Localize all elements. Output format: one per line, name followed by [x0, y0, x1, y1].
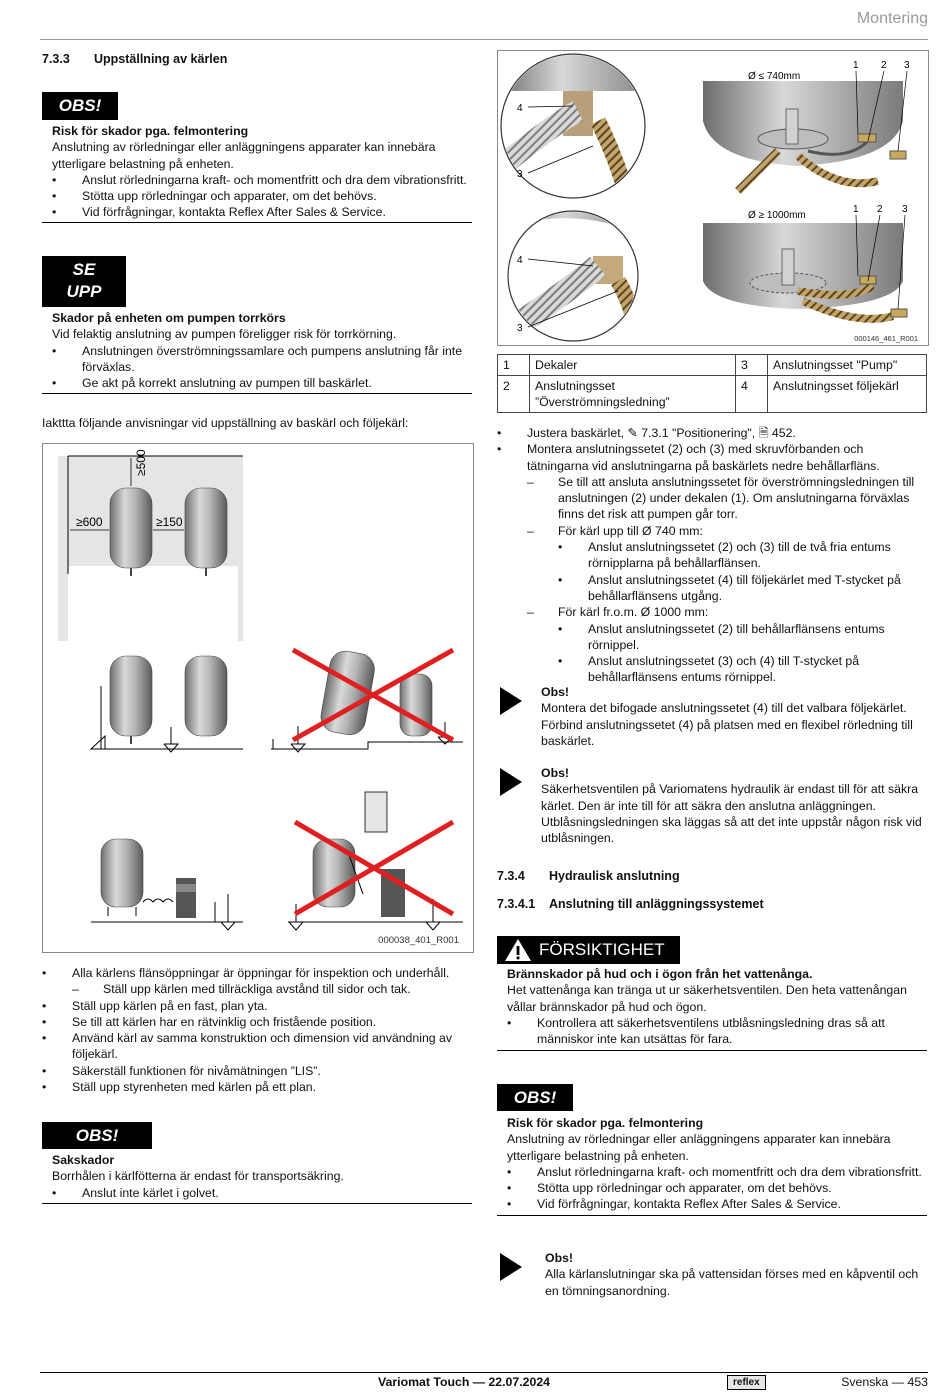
callout-4-b: 4: [517, 255, 523, 266]
table-cell: Dekaler: [530, 355, 736, 376]
obs-badge: OBS!: [42, 92, 118, 120]
notice-title: Brännskador på hud och i ögon från het vattenånga.: [507, 967, 813, 981]
note-2: [541, 765, 927, 846]
table-cell: 4: [736, 376, 768, 413]
list-item: • Ställ upp kärlen på en fast, plan yta.: [42, 998, 472, 1014]
list-item: • Alla kärlens flänsöppningar är öppningar för inspektion och underhåll.: [42, 965, 472, 981]
notice-text: Borrhålen i kärlfötterna är endast för transportsäkring.: [52, 1169, 344, 1184]
callout-1: 1: [853, 60, 859, 71]
size-label-large: Ø ≥ 1000mm: [748, 210, 806, 221]
badge-line: UPP: [66, 282, 102, 301]
left-bullet-list: [42, 965, 472, 1095]
notice-title: Sakskador: [52, 1153, 115, 1167]
notice-text: Vid felaktig anslutning av pumpen föreligger risk för torrkörning.: [52, 327, 397, 342]
callout-3-left: 3: [517, 169, 523, 180]
note-text: Montera det bifogade anslutningssetet (4) till det valbara följekärlet. Förbind anslutningssetet (4) på platsen med en flexibel rörledning till baskärlet.: [541, 701, 913, 748]
note-1: [541, 684, 927, 749]
list-item: – Ställ upp kärlen med tillräckliga avstånd till sidor och tak.: [42, 981, 472, 997]
intro-text: Iakttta följande anvisningar vid uppställning av baskärl och följekärl:: [42, 416, 409, 430]
callout-4: 4: [517, 103, 523, 114]
caution-badge: [497, 936, 680, 964]
legend-table: [497, 354, 927, 413]
section-heading-7-3-4: [497, 869, 680, 883]
figure-caption: 000038_401_R001: [378, 935, 459, 946]
section-title: Hydraulisk anslutning: [549, 869, 680, 883]
note-title: Obs!: [541, 685, 570, 699]
note-arrow-icon: [500, 687, 522, 715]
callout-3-left-b: 3: [517, 323, 523, 334]
vessel-placement-illustration: [43, 444, 473, 952]
callout-2-b: 2: [877, 204, 883, 215]
list-item: • Montera anslutningssetet (2) och (3) med skruvförbanden och tätningarna vid anslutningarna på baskärlets nedre behållarfläns.: [497, 441, 927, 474]
notice-bullet: • Ge akt på korrekt anslutning av pumpen till baskärlet.: [52, 375, 467, 391]
panel-right-angle: [91, 656, 243, 752]
callout-2: 2: [881, 60, 887, 71]
note-text: Säkerhetsventilen på Variomatens hydraulik är endast till för att säkra kärlet. Den är inte till för att säkra den anslutna anläggningen. Utblåsningsledningen ska läggas så att det inte uppstår någon risk vid utblåsningen.: [541, 782, 922, 846]
note-arrow-icon: [500, 1253, 522, 1281]
section-number: 7.3.4.1: [497, 897, 536, 911]
callout-3: 3: [904, 60, 910, 71]
caution-label: FÖRSIKTIGHET: [539, 940, 665, 959]
list-item: – För kärl fr.o.m. Ø 1000 mm:: [497, 604, 927, 620]
section-heading-7-3-3: [42, 52, 227, 66]
figure-caption: 000146_461_R001: [854, 334, 918, 343]
obs-notice-1: [52, 123, 467, 221]
callout-3-b: 3: [902, 204, 908, 215]
notice-bullet: • Anslut rörledningarna kraft- och momentfritt och dra dem vibrationsfritt.: [507, 1164, 922, 1180]
notice-rule: [42, 222, 472, 223]
list-item: • Ställ upp styrenheten med kärlen på ett plan.: [42, 1079, 472, 1095]
obs-notice-2: [52, 1152, 467, 1201]
footer-rule: [40, 1372, 928, 1373]
size-label-small: Ø ≤ 740mm: [748, 71, 801, 82]
notice-bullet: • Anslutningen överströmningssamlare och pumpens anslutning får inte förväxlas.: [52, 343, 467, 376]
obs-badge: OBS!: [42, 1122, 152, 1149]
panel-ceiling-wrong: [288, 792, 463, 930]
notice-bullet: • Vid förfrågningar, kontakta Reflex After Sales & Service.: [52, 204, 467, 220]
notice-title: Skador på enheten om pumpen torrkörs: [52, 311, 286, 325]
notice-bullet: • Kontrollera att säkerhetsventilens utblåsningsledning dras så att människor inte kan utsättas för fara.: [507, 1015, 922, 1048]
notice-bullet: • Stötta upp rörledningar och apparater, om det behövs.: [52, 188, 467, 204]
list-item: – Se till att ansluta anslutningssetet för överströmningsledningen till anslutningen (2) under dekalen (1). Om anslutningarna förväxlas finns det risk att pumpen går torr.: [497, 474, 927, 523]
notice-title: Risk för skador pga. felmontering: [52, 124, 249, 138]
table-row: [498, 355, 927, 376]
table-cell: 1: [498, 355, 530, 376]
panel-clearances: [58, 449, 243, 641]
notice-text: Het vattenånga kan tränga ut ur säkerhetsventilen. Den heta vattenångan vållar brännskador på hud och ögon.: [507, 983, 907, 1014]
figure-vessel-placement: [42, 443, 474, 953]
page-header-title: Montering: [856, 10, 928, 27]
obs-notice-3: [507, 1115, 922, 1213]
right-step-list: [497, 425, 927, 686]
note-title: Obs!: [545, 1251, 574, 1265]
note-text: Alla kärlanslutningar ska på vattensidan förses med en kåpventil och en tömningsanordning.: [545, 1267, 919, 1298]
callout-1-b: 1: [853, 204, 859, 215]
list-item: • Se till att kärlen har en rätvinklig och fristående position.: [42, 1014, 472, 1030]
table-cell: 3: [736, 355, 768, 376]
notice-bullet: • Vid förfrågningar, kontakta Reflex After Sales & Service.: [507, 1196, 922, 1212]
notice-rule: [42, 393, 472, 394]
reflex-logo: reflex: [727, 1375, 766, 1390]
table-cell: Anslutningsset följekärl: [768, 376, 927, 413]
header-rule: [40, 39, 928, 40]
section-number: 7.3.4: [497, 869, 525, 883]
figure-connections: [497, 50, 929, 346]
list-item: • Anslut anslutningssetet (2) till behållarflänsens entums rörnippel.: [497, 621, 927, 654]
notice-text: Anslutning av rörledningar eller anläggningens apparater kan innebära ytterligare belastning på enheten.: [507, 1132, 891, 1163]
panel-uneven-wrong: [271, 649, 463, 752]
list-item: • Anslut anslutningssetet (3) och (4) till T-stycket på behållarflänsens entums rörnippel.: [497, 653, 927, 686]
dim-top-label: ≥500: [134, 449, 148, 476]
section-title: Anslutning till anläggningssystemet: [549, 897, 764, 911]
section-title: Uppställning av kärlen: [94, 52, 228, 66]
obs-badge: OBS!: [497, 1084, 573, 1111]
list-item: • Använd kärl av samma konstruktion och dimension vid användning av följekärl.: [42, 1030, 472, 1063]
table-cell: Anslutningsset ”Överströmningsledning”: [530, 376, 736, 413]
panel-control-unit: [91, 839, 243, 930]
table-cell: 2: [498, 376, 530, 413]
list-item: – För kärl upp till Ø 740 mm:: [497, 523, 927, 539]
notice-bullet: • Anslut inte kärlet i golvet.: [52, 1185, 467, 1201]
se-upp-notice: [52, 310, 467, 391]
notice-bullet: • Anslut rörledningarna kraft- och momentfritt och dra dem vibrationsfritt.: [52, 172, 467, 188]
notice-bullet: • Stötta upp rörledningar och apparater, om det behövs.: [507, 1180, 922, 1196]
note-title: Obs!: [541, 766, 570, 780]
notice-rule: [497, 1050, 927, 1051]
notice-text: Anslutning av rörledningar eller anläggningens apparater kan innebära ytterligare belastning på enheten.: [52, 140, 436, 171]
notice-rule: [497, 1215, 927, 1216]
section-number: 7.3.3: [42, 52, 70, 66]
warning-triangle-icon: [503, 937, 533, 963]
list-item: • Säkerställ funktionen för nivåmätningen ”LIS”.: [42, 1063, 472, 1079]
caution-notice: [507, 966, 922, 1047]
list-item: • Anslut anslutningssetet (4) till följekärlet med T-stycket på behållarflänsens utgång.: [497, 572, 927, 605]
section-heading-7-3-4-1: [497, 897, 764, 911]
list-item: • Justera baskärlet, ✎ 7.3.1 "Positionering", 🗎 452.: [497, 425, 927, 441]
connections-illustration: [498, 51, 928, 345]
footer-product: Variomat Touch — 22.07.2024: [378, 1375, 551, 1389]
se-upp-badge: [42, 256, 126, 307]
table-row: [498, 376, 927, 413]
footer-page: Svenska — 453: [841, 1375, 928, 1389]
badge-line: SE: [72, 260, 96, 279]
note-arrow-icon: [500, 768, 522, 796]
table-cell: Anslutningsset "Pump": [768, 355, 927, 376]
note-3: [545, 1250, 927, 1299]
dim-left-label: ≥600: [76, 515, 103, 529]
notice-title: Risk för skador pga. felmontering: [507, 1116, 704, 1130]
dim-mid-label: ≥150: [156, 515, 183, 529]
list-item: • Anslut anslutningssetet (2) och (3) till de två fria entums rörnipplarna på behållarflänsen.: [497, 539, 927, 572]
notice-rule: [42, 1203, 472, 1204]
